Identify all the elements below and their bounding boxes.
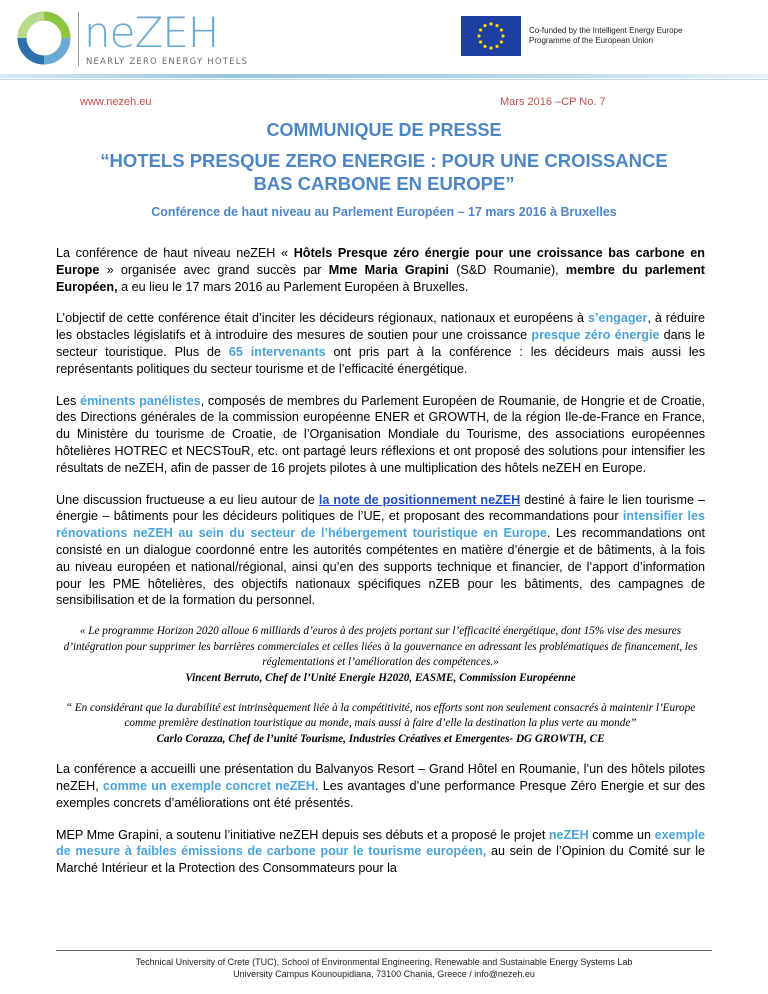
logo-ring-icon [14, 8, 74, 68]
header-rule [0, 74, 768, 78]
eu-funding-badge [461, 16, 761, 56]
position-paper-link[interactable]: la note de positionnement neZEH [318, 492, 521, 507]
body-content [56, 245, 705, 892]
nezeh-logo [14, 8, 344, 68]
press-release-ref: Mars 2016 –CP No. 7 [500, 96, 606, 108]
header-rule-thin [0, 79, 768, 80]
logo-wordmark: neZEH [84, 8, 219, 57]
paragraph-5: La conférence a accueilli une présentation du Balvanyos Resort – Grand Hôtel en Roumanie, l’un des hôtels pilotes neZEH, comme un exemple concret neZEH. Les avantages d’une performance Presque Zéro Energie et sur des exemples concrets d’améliorations ont été présentés. [56, 762, 705, 810]
eu-funding-text: Co-funded by the Intelligent Energy Europe Programme of the European Union [529, 26, 683, 45]
website-link[interactable]: www.nezeh.eu [80, 96, 152, 108]
doc-type-title: COMMUNIQUE DE PRESSE [266, 120, 502, 140]
eu-flag-icon [461, 16, 521, 56]
page-footer: Technical University of Crete (TUC), School of Environmental Engineering, Renewable and Sustainable Energy Systems Lab University Campus Kounoupidiana, 73100 Chania, Greece / info@nezeh.eu [135, 957, 633, 979]
logo-separator [78, 12, 79, 66]
footer-rule [56, 950, 712, 951]
paragraph-2: L’objectif de cette conférence était d’inciter les décideurs régionaux, nationaux et européens à s’engager, à réduire les obstacles législatifs et à introduire des mesures de soutien pour une croissance presque zéro énergie dans le secteur touristique. Plus de 65 intervenants ont pris part à la conférence : les décideurs mais aussi les représentants politiques du secteur tourisme et de l’efficacité énergétique. [56, 311, 705, 376]
paragraph-6: MEP Mme Grapini, a soutenu l’initiative neZEH depuis ses débuts et a proposé le projet neZEH comme un exemple de mesure à faibles émissions de carbone pour le tourisme européen, au sein de l’Opinion du Comité sur le Marché Intérieur et la Protection des Consommateurs pour la [56, 827, 705, 876]
logo-subtitle: NEARLY ZERO ENERGY HOTELS [86, 57, 249, 67]
subtitle: Conférence de haut niveau au Parlement Européen – 17 mars 2016 à Bruxelles [151, 205, 617, 219]
paragraph-1: La conférence de haut niveau neZEH « Hôtels Presque zéro énergie pour une croissance bas carbone en Europe » organisée avec grand succès par Mme Maria Grapini (S&D Roumanie), membre du parlement Européen, a eu lieu le 17 mars 2016 au Parlement Européen à Bruxelles. [56, 246, 705, 294]
page-header [0, 0, 768, 100]
paragraph-3: Les éminents panélistes, composés de membres du Parlement Européen de Roumanie, de Hongrie et de Croatie, des Directions générales de la commission européenne ENER et GROWTH, de la région Ile-de-France en France, du Ministère du tourisme de Croatie, de l’Organisation Mondiale du Tourisme, des associations européennes hôtelières HOTREC et NECSTouR, etc. ont partagé leurs réflexions et ont proposé des solutions pour intensifier les résultats de neZEH, afin de passer de 16 projets pilotes à une multiplication des hôtels neZEH en Europe. [56, 393, 705, 475]
paragraph-4: Une discussion fructueuse a eu lieu autour de la note de positionnement neZEH destiné à faire le lien tourisme – énergie – bâtiments pour les décideurs politiques de l’UE, et proposant des recommandations pour intensifier les rénovations neZEH au sein du secteur de l’hébergement touristique en Europe. Les recommandations ont consisté en un dialogue coordonné entre les autorités compétentes en matière d’énergie et de bâtiments, à la fois au niveau européen et national/régional, ainsi qu’en des supports technique et financier, de l’apport d’information pour les PME hôtelières, des objectifs nationaux spécifiques nZEB pour les bâtiments, des campagnes de sensibilisation et de la formation du personnel. [56, 492, 706, 608]
quote-berruto: « Le programme Horizon 2020 alloue 6 milliards d’euros à des projets portant sur l’efficacité énergétique, dont 15% vise des mesures d’intégration pour supprimer les barrières commerciales et celles liées à la gouvernance en adressant les problématiques de financement, les réglementations et l’amélioration des compétences.» Vincent Berruto, Chef de l’Unité Energie H2020, EASME, Commission Européenne [63, 625, 698, 684]
title-block [0, 120, 768, 219]
quote-corazza: “ En considérant que la durabilité est intrinsèquement liée à la compétitivité, nos efforts sont non seulement consacrés à maintenir l’Europe comme première destination touristique au monde, mais aussi à faire d’elle la destination la plus verte au monde” Carlo Corazza, Chef de l’unité Tourisme, Industries Créatives et Emergentes- DG GROWTH, CE [65, 701, 696, 745]
main-title: “HOTELS PRESQUE ZERO ENERGIE : POUR UNE CROISSANCE BAS CARBONE EN EUROPE” [100, 150, 668, 194]
